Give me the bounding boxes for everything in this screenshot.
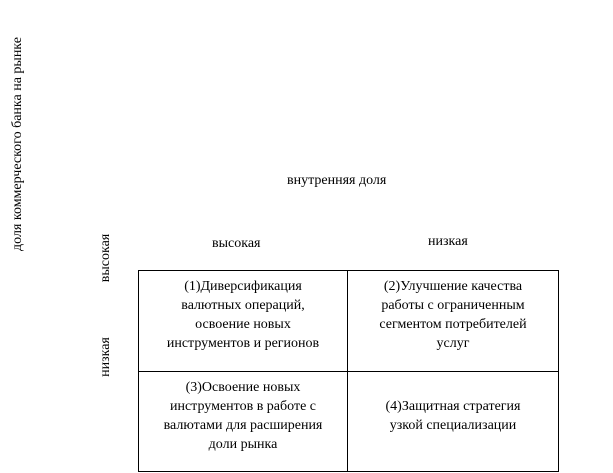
- cell-1-line: инструментов и регионов: [166, 336, 320, 351]
- cell-2-text: [379, 277, 526, 353]
- cell-2-line: (2)Улучшение качества: [383, 279, 523, 294]
- column-label-high: высокая: [212, 236, 261, 251]
- cell-4-text: [386, 397, 521, 435]
- column-label-low: низкая: [428, 234, 468, 249]
- vertical-axis-title: доля коммерческого банка на рынке: [10, 37, 25, 251]
- cell-3-text: [164, 378, 323, 454]
- cell-3-line: валютами для расширения: [163, 418, 323, 433]
- cell-2-line: работы с ограниченным: [381, 298, 525, 313]
- matrix-cell-3-new-instruments: [138, 371, 348, 472]
- horizontal-axis-title: внутренняя доля: [287, 173, 387, 188]
- cell-3-line: инструментов в работе с: [169, 399, 317, 414]
- cell-4-line: узкой специализации: [389, 418, 517, 433]
- cell-3-line: доли рынка: [208, 437, 278, 452]
- cell-3-line: (3)Освоение новых: [185, 380, 301, 395]
- cell-1-line: освоение новых: [195, 317, 291, 332]
- matrix-cell-4-defensive-strategy: [347, 371, 559, 472]
- cell-4-line: (4)Защитная стратегия: [385, 399, 521, 414]
- matrix-cell-1-diversification: [138, 270, 348, 372]
- row-label-low: низкая: [98, 337, 113, 377]
- cell-1-text: [167, 277, 319, 353]
- row-label-high: высокая: [98, 233, 113, 283]
- matrix-cell-2-quality-improvement: [347, 270, 559, 372]
- cell-1-line: валютных операций,: [181, 298, 305, 313]
- cell-2-line: сегментом потребителей: [379, 317, 527, 332]
- cell-1-line: (1)Диверсификация: [184, 279, 302, 294]
- cell-2-line: услуг: [436, 336, 470, 351]
